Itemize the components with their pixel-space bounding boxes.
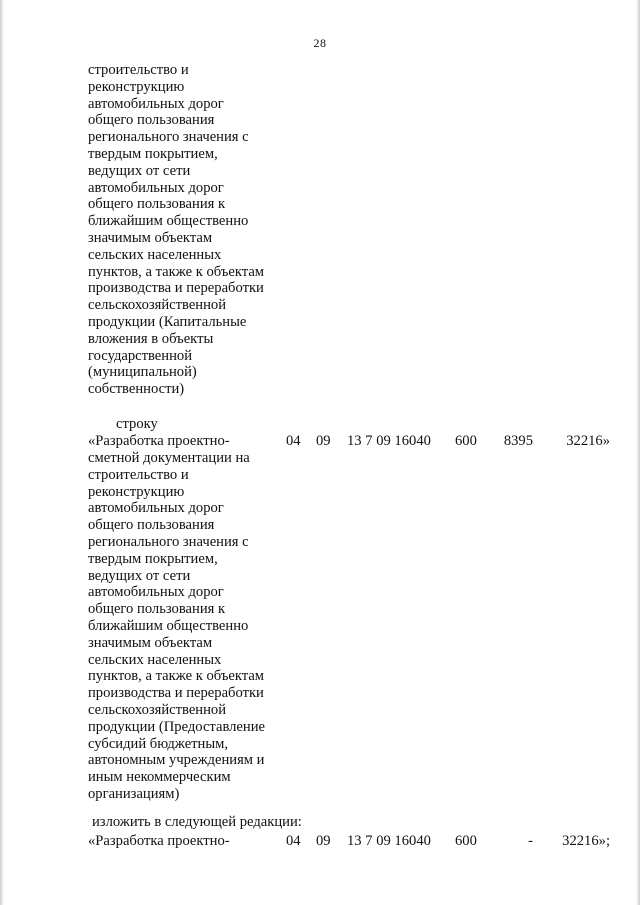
text-line: пунктов, а также к объектам (88, 263, 265, 280)
text-block-capital-investment (88, 62, 288, 398)
text-line: сельских населенных (88, 246, 222, 263)
text-line: вложения в объекты (88, 330, 214, 347)
text-line: государственной (88, 347, 193, 364)
text-line: производства и переработки (88, 280, 264, 297)
text-line: ближайшим общественно (88, 617, 249, 634)
text-line: сельских населенных (88, 651, 222, 668)
text-line: автомобильных дорог (88, 500, 224, 517)
row-old-expense-type: 600 (455, 433, 477, 449)
text-line: твердым покрытием, (88, 145, 218, 162)
text-line: значимым объектам (88, 634, 213, 651)
row-new-target-article: 13 7 09 16040 (347, 833, 431, 849)
text-line: сметной документации на (88, 450, 250, 466)
text-line: автономным учреждениям и (88, 752, 265, 769)
table-row-new (0, 833, 640, 850)
row-new-section: 04 (286, 833, 301, 849)
text-line: ближайшим общественно (88, 213, 249, 230)
text-line: продукции (Предоставление (88, 718, 266, 735)
row-new-expense-type: 600 (455, 833, 477, 849)
row-old-target-article: 13 7 09 16040 (347, 433, 431, 449)
text-line: иным некоммерческим (88, 769, 231, 786)
text-line: ведущих от сети (88, 162, 191, 179)
text-line: собственности) (88, 381, 185, 398)
table-row-old (0, 433, 640, 450)
text-line: общего пользования (88, 517, 215, 534)
row-new-amount-2: 32216»; (562, 833, 610, 849)
text-line: строительство и (88, 62, 189, 78)
row-old-section: 04 (286, 433, 301, 449)
text-line: ведущих от сети (88, 567, 191, 584)
text-line: твердым покрытием, (88, 550, 218, 567)
text-line: реконструкцию (88, 78, 185, 95)
row-old-name: «Разработка проектно- (88, 433, 230, 449)
text-line: пунктов, а также к объектам (88, 668, 265, 685)
row-new-name: «Разработка проектно- (88, 833, 230, 849)
row-old-amount-1: 8395 (503, 433, 533, 449)
text-line: организациям) (88, 785, 180, 802)
label-stroku: строку (116, 416, 158, 432)
text-line: общего пользования (88, 112, 215, 129)
text-line: сельскохозяйственной (88, 701, 227, 718)
row-old-amount-2: 32216» (566, 433, 610, 449)
text-line: значимым объектам (88, 229, 213, 246)
text-line: строительство и (88, 466, 189, 483)
text-line: регионального значения с (88, 533, 249, 550)
text-line: автомобильных дорог (88, 95, 224, 112)
text-line: автомобильных дорог (88, 179, 224, 196)
row-new-amount-1: - (528, 833, 533, 849)
text-line: (муниципальной) (88, 364, 197, 381)
text-line: общего пользования к (88, 601, 226, 618)
text-block-subsidies (88, 450, 288, 803)
text-line: продукции (Капитальные (88, 313, 247, 330)
page-edge-left (0, 0, 4, 905)
text-line: субсидий бюджетным, (88, 735, 229, 752)
text-line: производства и переработки (88, 685, 264, 702)
text-line: сельскохозяйственной (88, 297, 227, 314)
row-new-subsection: 09 (316, 833, 331, 849)
label-new-edition: изложить в следующей редакции: (92, 814, 302, 830)
row-old-subsection: 09 (316, 433, 331, 449)
text-line: реконструкцию (88, 483, 185, 500)
text-line: автомобильных дорог (88, 584, 224, 601)
page-edge-right (636, 0, 640, 905)
text-line: общего пользования к (88, 196, 226, 213)
page-number: 28 (313, 36, 327, 50)
text-line: регионального значения с (88, 129, 249, 146)
